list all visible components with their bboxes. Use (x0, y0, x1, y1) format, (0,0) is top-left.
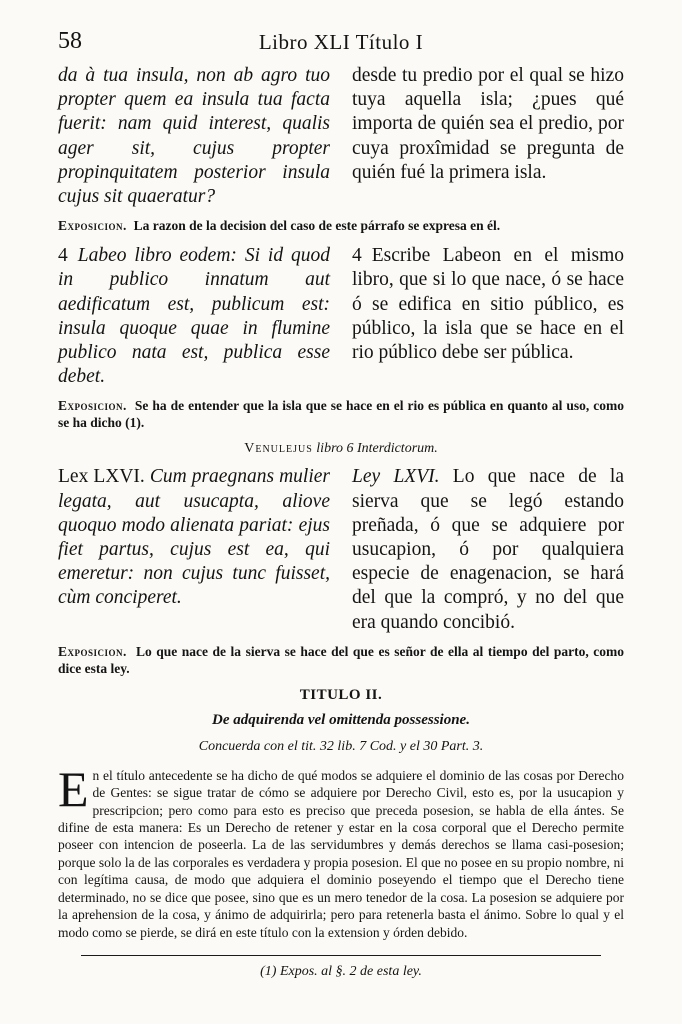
source-attribution (58, 441, 624, 457)
spanish-column-3 (352, 465, 624, 634)
spanish-column-2 (352, 244, 624, 389)
exposicion-text: La razon de la decision del caso de este párrafo se expresa en él. (133, 218, 501, 234)
parallel-block-1 (58, 64, 624, 209)
latin-column-2 (58, 244, 330, 389)
latin-text: Cum praegnans mulier legata, aut usucapta, aliove quoquo modo alienata pariat: ejus fiet partus, cujus est ea, qui emeretur: non cujus tunc fuisset, cùm conciperet. (58, 466, 330, 609)
exposicion-label: Exposicion. (58, 218, 127, 234)
titulo-subtitle: De adquirenda vel omittenda possessione. (212, 711, 470, 728)
ley-label: Ley LXVI. (352, 466, 440, 488)
running-head (58, 24, 624, 64)
book-page (58, 24, 624, 980)
latin-column-3 (58, 465, 330, 634)
parallel-block-2 (58, 244, 624, 389)
lex-label: Lex LXVI. (58, 466, 145, 488)
paragraph-number: 4 (352, 245, 362, 267)
footnote-rule (81, 955, 601, 956)
latin-text: Labeo libro eodem: Si id quod in publico innatum aut aedificatum est, publicum est: insula quoque quae in flumine publico nata est, publica esse debet. (58, 245, 330, 388)
exposicion-label: Exposicion. (58, 398, 127, 414)
spanish-text: Lo que nace de la sierva que se legó estando preñada, ó que se adquiere por usucapion, ó por qualquiera especie de enagenacion, se hará del que la compró, y no del que era quando concibió. (352, 466, 624, 633)
latin-column-1 (58, 64, 330, 209)
intro-text: n el título antecedente se ha dicho de qué modos se adquiere el dominio de las cosas por Derecho de Gentes: se sigue tratar de cómo se adquiere por Derecho Civil, esto es, por la usucapion y prescripcion; pero como para esto es preciso que preceda posesion, se habla de ella ántes. Se difine de esta manera: Es un Derecho de retener y estar en la cosa corporal que el Derecho permite poseer con intencion de poseerla. La de las servidumbres y demás derechos se llama casi-posesion; porque solo la de las corporales es verdadera y propia posesion. El que no posee en su propio nombre, ni con legítima causa, de modo que adquiera el dominio poseyendo el tiempo que el Derecho tiene determinado, no se dice que posee, sino que es un mero tenedor de la cosa. La posesion se adquiere por la aprehension de la cosa, y ánimo de adquirirla; pero para retenerla basta el ánimo. Sobre lo qual y el modo como se pierde, se dirá en este título con la extension y órden debido. (58, 767, 624, 940)
source-work: libro 6 Interdictorum. (316, 441, 438, 457)
drop-cap: E (58, 760, 89, 817)
exposicion-label: Exposicion. (58, 643, 127, 659)
intro-paragraph (58, 760, 624, 941)
parallel-block-3 (58, 465, 624, 634)
spanish-text: desde tu predio por el qual se hizo tuya aquella isla; ¿pues qué importa de quién sea el predio, por cuya proxîmidad se pregunta de quién fué la primera isla. (352, 65, 624, 183)
exposicion-2 (58, 397, 624, 431)
titulo-heading: TITULO II. (299, 686, 383, 703)
exposicion-text: Se ha de entender que la isla que se hace en el rio es pública en quanto al uso, como se ha dicho (1). (58, 398, 625, 431)
concordance-note: Concuerda con el tit. 32 lib. 7 Cod. y el 30 Part. 3. (198, 738, 484, 754)
paragraph-number: 4 (58, 245, 68, 267)
exposicion-text: Lo que nace de la sierva se hace del que es señor de ella al tiempo del parto, como dice esta ley. (58, 643, 624, 676)
running-title: Libro XLI Título I (258, 30, 424, 54)
page-number: 58 (58, 28, 82, 54)
spanish-text: Escribe Labeon en el mismo libro, que si lo que nace, ó se hace ó se edifica en sitio público, es público, la isla que se hace en el rio público debe ser pública. (352, 245, 624, 364)
spanish-column-1 (352, 64, 624, 209)
latin-text: da à tua insula, non ab agro tuo propter quem ea insula tua facta fuerit: nam quid interest, qualis ager sit, cujus propter propinquitatem posterior insula cujus sit quaeratur? (58, 65, 330, 208)
exposicion-3 (58, 643, 624, 677)
footnote: (1) Expos. al §. 2 de esta ley. (260, 963, 422, 979)
exposicion-1 (58, 217, 624, 234)
source-author: Venulejus (244, 441, 313, 457)
